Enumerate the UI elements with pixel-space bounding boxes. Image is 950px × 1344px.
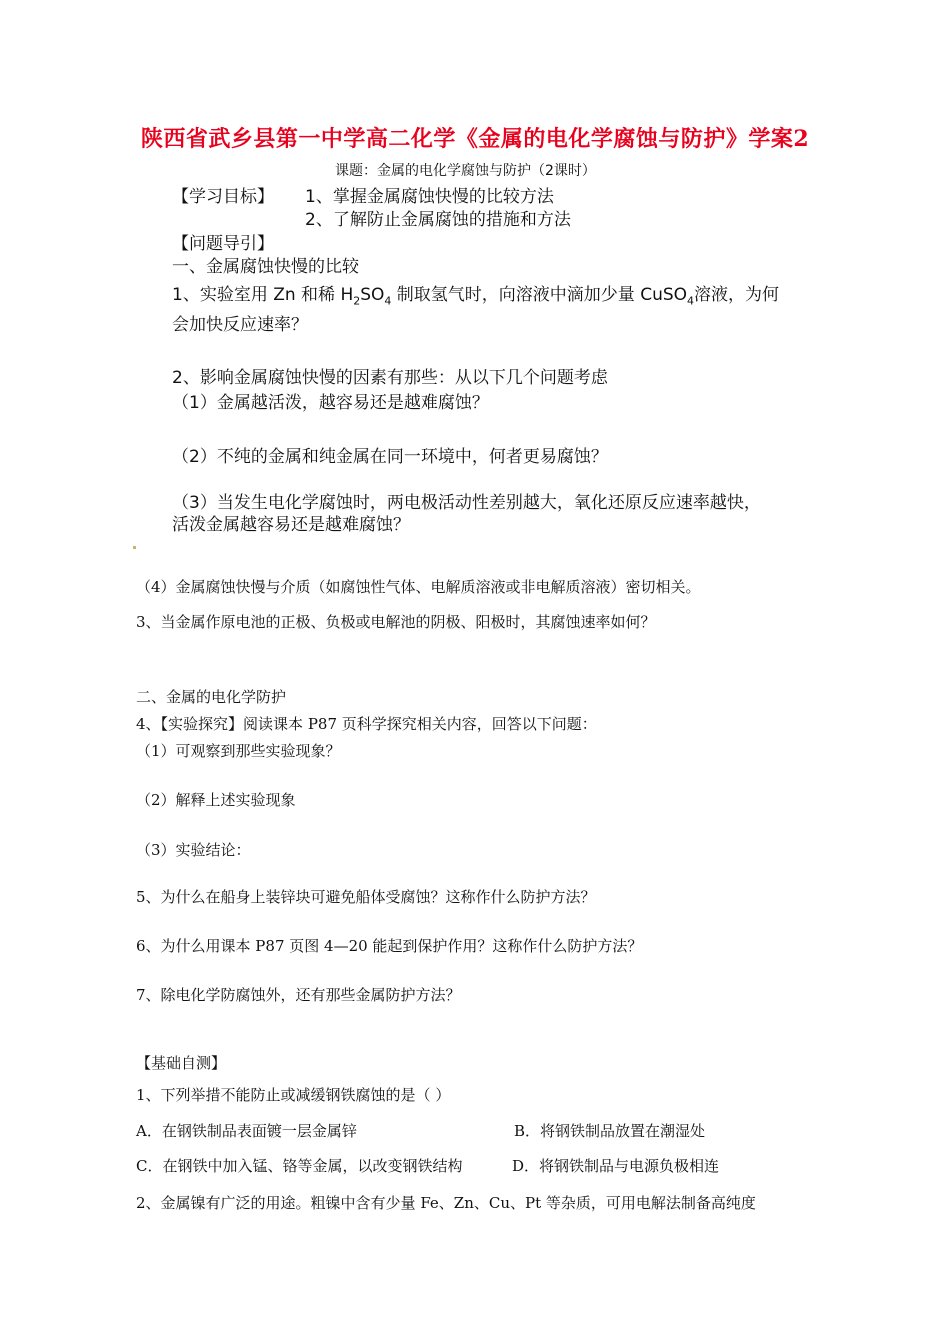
question-2-2: （2）不纯的金属和纯金属在同一环境中，何者更易腐蚀？: [172, 447, 608, 467]
section2-heading: 二、金属的电化学防护: [136, 688, 287, 706]
question-2-1: （1）金属越活泼，越容易还是越难腐蚀？: [172, 393, 489, 413]
question-4: 4、【实验探究】阅读课本 P87 页科学探究相关内容，回答以下问题：: [136, 715, 597, 733]
section1-heading: 一、金属腐蚀快慢的比较: [172, 257, 359, 277]
question-1-line-2: 会加快反应速率？: [172, 315, 308, 335]
test-question-1: 1、下列举措不能防止或减缓钢铁腐蚀的是（ ）: [136, 1086, 451, 1104]
question-4-3: （3）实验结论：: [136, 841, 251, 859]
objectives-label: 【学习目标】: [172, 187, 274, 207]
question-6: 6、为什么用课本 P87 页图 4—20 能起到保护作用？这称作什么防护方法？: [136, 937, 643, 955]
question-2-3-line-1: （3）当发生电化学腐蚀时，两电极活动性差别越大，氧化还原反应速率越快，: [172, 493, 761, 513]
lesson-subtitle: 课题：金属的电化学腐蚀与防护（2课时）: [335, 163, 596, 179]
objective-item: 2、了解防止金属腐蚀的措施和方法: [305, 210, 571, 230]
question-4-2: （2）解释上述实验现象: [136, 791, 296, 809]
option-c: C．在钢铁中加入锰、铬等金属，以改变钢铁结构: [136, 1157, 463, 1175]
question-5: 5、为什么在船身上装锌块可避免船体受腐蚀？这称作什么防护方法？: [136, 888, 596, 906]
question-3: 3、当金属作原电池的正极、负极或电解池的阴极、阳极时，其腐蚀速率如何？: [136, 613, 656, 631]
question-2-3-line-2: 活泼金属越容易还是越难腐蚀？: [172, 515, 410, 535]
option-b: B．将钢铁制品放置在潮湿处: [514, 1122, 706, 1140]
question-7: 7、除电化学防腐蚀外，还有那些金属防护方法？: [136, 986, 461, 1004]
option-a: A．在钢铁制品表面镀一层金属锌: [136, 1122, 357, 1140]
question-2-4: （4）金属腐蚀快慢与介质（如腐蚀性气体、电解质溶液或非电解质溶液）密切相关。: [136, 578, 701, 596]
test-question-2: 2、金属镍有广泛的用途。粗镍中含有少量 Fe、Zn、Cu、Pt 等杂质，可用电解法制备高纯度: [136, 1194, 756, 1212]
option-d: D．将钢铁制品与电源负极相连: [512, 1157, 720, 1175]
question-1-line-1: 1、实验室用 Zn 和稀 $H_2SO_4$ 制取氢气时，向溶液中滴加少量 CuSO$_4$溶液，为何: [172, 285, 780, 308]
objective-item: 1、掌握金属腐蚀快慢的比较方法: [305, 187, 554, 207]
stray-mark: [133, 546, 136, 549]
document-title: 陕西省武乡县第一中学高二化学《金属的电化学腐蚀与防护》学案2: [140, 126, 810, 152]
test-label: 【基础自测】: [136, 1054, 227, 1072]
question-4-1: （1）可观察到那些实验现象？: [136, 742, 341, 760]
question-2: 2、影响金属腐蚀快慢的因素有那些：从以下几个问题考虑: [172, 368, 608, 388]
guide-label: 【问题导引】: [172, 234, 274, 254]
